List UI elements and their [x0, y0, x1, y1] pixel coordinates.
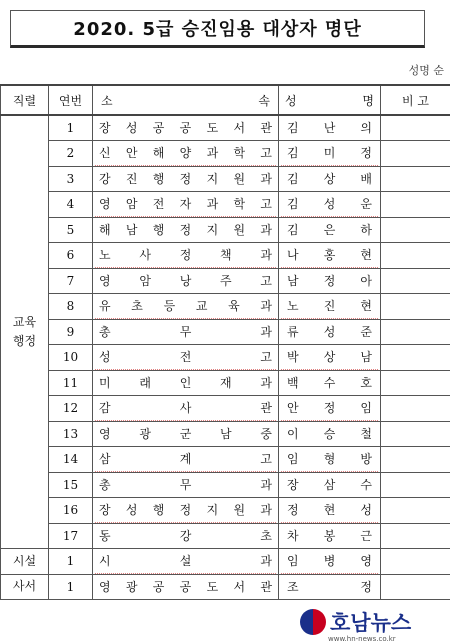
logo-mark-icon	[300, 609, 326, 635]
number-cell: 9	[49, 319, 93, 345]
name-cell	[279, 421, 381, 447]
name-char: 김	[287, 171, 299, 186]
dept-char: 초	[260, 528, 272, 543]
dept-cell	[93, 166, 279, 192]
number-cell: 1	[49, 115, 93, 141]
position-label: 교육	[12, 314, 37, 329]
dept-cell	[93, 421, 279, 447]
name-char: 현	[360, 248, 372, 263]
dept-char: 남	[220, 426, 232, 441]
header-position: 직렬	[1, 85, 49, 115]
name-char: 안	[287, 401, 299, 416]
table-row	[1, 192, 450, 218]
name-char: 영	[360, 554, 372, 569]
header-dept-right: 속	[258, 93, 270, 108]
table-row	[1, 268, 450, 294]
dept-char: 중	[260, 426, 272, 441]
name-char: 배	[360, 171, 372, 186]
promotion-table	[0, 84, 450, 600]
name-cell	[279, 141, 381, 167]
table-row	[1, 243, 450, 269]
name-char: 박	[287, 350, 299, 365]
table-body	[1, 115, 450, 600]
header-dept	[93, 85, 279, 115]
header-name-left: 성	[285, 93, 297, 108]
dept-char: 등	[163, 299, 176, 314]
dept-cell	[93, 243, 279, 269]
dept-char: 강	[99, 171, 111, 186]
dept-cell	[93, 345, 279, 371]
note-cell	[381, 498, 450, 524]
dept-char: 암	[139, 273, 151, 288]
header-dept-left: 소	[101, 93, 113, 108]
name-char: 아	[360, 273, 372, 288]
table-row	[1, 166, 450, 192]
name-char: 하	[360, 222, 372, 237]
name-char: 남	[360, 350, 372, 365]
position-label: 행정	[12, 334, 37, 348]
dept-cell	[93, 498, 279, 524]
dept-char: 자	[179, 197, 192, 212]
dept-char: 원	[233, 171, 246, 186]
number-cell: 1	[49, 549, 93, 575]
dept-char: 정	[179, 222, 192, 237]
position-cell	[1, 574, 49, 600]
note-cell	[381, 574, 450, 600]
dept-cell	[93, 141, 279, 167]
name-cell	[279, 268, 381, 294]
logo-text: 호남뉴스	[330, 610, 412, 635]
table-row	[1, 319, 450, 345]
name-cell	[279, 319, 381, 345]
table-row	[1, 345, 450, 371]
position-label: 시설	[12, 553, 37, 568]
dept-char: 서	[233, 579, 246, 594]
dept-char: 진	[125, 171, 138, 186]
dept-char: 공	[179, 579, 192, 594]
dept-cell	[93, 549, 279, 575]
position-label: 사서	[12, 579, 37, 594]
name-char: 현	[323, 503, 336, 518]
name-char: 김	[287, 121, 299, 135]
dept-char: 고	[260, 452, 272, 467]
dept-char: 과	[260, 324, 272, 339]
dept-cell	[93, 370, 279, 396]
dept-char: 교	[195, 299, 208, 314]
dept-char: 정	[179, 503, 192, 518]
dept-char: 과	[260, 554, 272, 569]
dept-char: 고	[260, 350, 272, 365]
name-char: 상	[323, 171, 336, 186]
note-cell	[381, 396, 450, 422]
name-char: 노	[287, 299, 299, 314]
name-char: 김	[287, 146, 299, 161]
dept-cell	[93, 396, 279, 422]
dept-char: 초	[131, 299, 143, 314]
name-char: 조	[287, 579, 299, 594]
dept-cell	[93, 447, 279, 473]
dept-char: 남	[125, 222, 138, 237]
dept-char: 행	[152, 222, 165, 237]
note-cell	[381, 166, 450, 192]
name-char: 임	[287, 554, 299, 569]
number-cell: 17	[49, 523, 93, 549]
note-cell	[381, 243, 450, 269]
dept-char: 과	[260, 248, 272, 263]
name-char: 성	[360, 503, 372, 518]
table-row	[1, 421, 450, 447]
note-cell	[381, 217, 450, 243]
note-cell	[381, 549, 450, 575]
dept-char: 래	[139, 375, 151, 390]
position-cell	[1, 115, 49, 549]
note-cell	[381, 421, 450, 447]
note-cell	[381, 523, 450, 549]
logo-url: www.hn-news.co.kr	[328, 635, 396, 643]
dept-char: 공	[179, 121, 192, 135]
dept-char: 관	[260, 121, 272, 135]
number-cell: 2	[49, 141, 93, 167]
dept-char: 과	[260, 477, 272, 492]
name-char: 병	[323, 554, 336, 569]
dept-cell	[93, 523, 279, 549]
name-cell	[279, 115, 381, 141]
dept-char: 과	[206, 197, 219, 212]
table-row	[1, 447, 450, 473]
note-cell	[381, 268, 450, 294]
number-cell: 8	[49, 294, 93, 320]
name-cell	[279, 370, 381, 396]
table-row	[1, 472, 450, 498]
dept-cell	[93, 217, 279, 243]
dept-char: 도	[206, 121, 219, 135]
dept-char: 정	[179, 248, 192, 263]
dept-char: 고	[260, 273, 272, 288]
name-char: 정	[287, 503, 299, 518]
header-name	[279, 85, 381, 115]
dept-char: 과	[260, 375, 272, 390]
note-cell	[381, 115, 450, 141]
dept-char: 광	[139, 426, 151, 441]
table-row	[1, 141, 450, 167]
name-char: 이	[287, 426, 299, 441]
name-cell	[279, 345, 381, 371]
dept-char: 삼	[99, 452, 111, 467]
name-char: 성	[323, 197, 336, 212]
news-logo	[300, 600, 450, 643]
dept-char: 장	[99, 503, 111, 518]
dept-char: 원	[233, 503, 246, 518]
table-row	[1, 549, 450, 575]
note-cell	[381, 345, 450, 371]
dept-char: 고	[260, 197, 272, 212]
table-header-row	[1, 85, 450, 115]
dept-char: 무	[179, 324, 192, 339]
dept-char: 군	[179, 426, 192, 441]
name-cell	[279, 243, 381, 269]
dept-char: 영	[99, 273, 111, 288]
dept-char: 과	[206, 146, 219, 161]
dept-char: 노	[99, 248, 111, 263]
name-char: 봉	[323, 528, 336, 543]
table-row	[1, 523, 450, 549]
name-cell	[279, 396, 381, 422]
name-cell	[279, 574, 381, 600]
name-char: 난	[323, 121, 336, 135]
number-cell: 5	[49, 217, 93, 243]
page-title: 2020. 5급 승진임용 대상자 명단	[73, 19, 362, 40]
name-char: 김	[287, 222, 299, 237]
name-cell	[279, 447, 381, 473]
dept-char: 사	[179, 401, 192, 416]
dept-char: 성	[125, 121, 138, 135]
table-row	[1, 370, 450, 396]
name-char: 백	[287, 375, 299, 390]
note-cell	[381, 141, 450, 167]
dept-char: 재	[220, 375, 232, 390]
note-cell	[381, 319, 450, 345]
dept-char: 주	[220, 273, 232, 288]
name-char: 임	[287, 452, 299, 467]
dept-char: 해	[152, 146, 165, 161]
note-cell	[381, 294, 450, 320]
table-row	[1, 217, 450, 243]
name-char: 진	[323, 299, 336, 314]
dept-char: 관	[260, 579, 272, 594]
dept-char: 육	[228, 299, 240, 314]
name-char: 현	[360, 299, 372, 314]
dept-cell	[93, 574, 279, 600]
name-char: 철	[360, 426, 372, 441]
dept-char: 낭	[179, 273, 192, 288]
dept-cell	[93, 115, 279, 141]
name-char: 수	[323, 375, 336, 390]
dept-char: 책	[220, 248, 232, 263]
dept-char: 장	[99, 121, 111, 135]
dept-char: 관	[260, 401, 272, 416]
position-cell	[1, 549, 49, 575]
name-char: 장	[287, 477, 299, 492]
dept-char: 성	[99, 350, 111, 365]
dept-char: 동	[99, 528, 111, 543]
dept-char: 행	[152, 171, 165, 186]
dept-char: 과	[260, 299, 272, 314]
number-cell: 14	[49, 447, 93, 473]
name-cell	[279, 192, 381, 218]
name-char: 임	[360, 401, 372, 416]
table-row	[1, 574, 450, 600]
dept-char: 서	[233, 121, 246, 135]
name-char: 정	[323, 401, 336, 416]
number-cell: 1	[49, 574, 93, 600]
dept-char: 정	[179, 171, 192, 186]
dept-char: 공	[152, 121, 165, 135]
title-box	[10, 10, 425, 48]
number-cell: 12	[49, 396, 93, 422]
name-char: 방	[360, 452, 372, 467]
header-name-right: 명	[362, 93, 374, 108]
note-cell	[381, 447, 450, 473]
number-cell: 3	[49, 166, 93, 192]
dept-char: 무	[179, 477, 192, 492]
name-cell	[279, 217, 381, 243]
dept-char: 설	[179, 554, 192, 569]
dept-char: 유	[99, 299, 111, 314]
dept-char: 지	[206, 171, 219, 186]
dept-cell	[93, 319, 279, 345]
dept-char: 미	[99, 375, 111, 390]
dept-char: 강	[179, 528, 192, 543]
dept-char: 과	[260, 222, 272, 237]
name-char: 정	[323, 273, 336, 288]
name-cell	[279, 166, 381, 192]
name-char: 의	[360, 121, 372, 135]
table-row	[1, 396, 450, 422]
name-char: 형	[323, 452, 336, 467]
dept-char: 도	[206, 579, 219, 594]
dept-char: 전	[179, 350, 192, 365]
name-char: 남	[287, 273, 299, 288]
note-cell	[381, 472, 450, 498]
dept-char: 시	[99, 554, 111, 569]
dept-char: 과	[260, 503, 272, 518]
dept-char: 신	[99, 146, 111, 161]
name-char: 나	[287, 248, 299, 263]
number-cell: 15	[49, 472, 93, 498]
number-cell: 4	[49, 192, 93, 218]
dept-char: 광	[125, 579, 138, 594]
dept-char: 총	[99, 324, 111, 339]
dept-char: 학	[233, 146, 246, 161]
name-cell	[279, 549, 381, 575]
name-char: 성	[323, 324, 336, 339]
number-cell: 11	[49, 370, 93, 396]
name-char: 류	[287, 324, 299, 339]
header-note: 비 고	[381, 85, 450, 115]
dept-char: 영	[99, 197, 111, 212]
number-cell: 6	[49, 243, 93, 269]
name-char: 승	[323, 426, 336, 441]
name-char: 정	[360, 579, 372, 594]
dept-char: 지	[206, 503, 219, 518]
dept-cell	[93, 268, 279, 294]
name-cell	[279, 523, 381, 549]
number-cell: 13	[49, 421, 93, 447]
dept-char: 영	[99, 579, 111, 594]
dept-char: 지	[206, 222, 219, 237]
dept-char: 공	[152, 579, 165, 594]
dept-char: 행	[152, 503, 165, 518]
note-cell	[381, 192, 450, 218]
name-char: 준	[360, 324, 372, 339]
table-row	[1, 498, 450, 524]
dept-char: 안	[125, 146, 138, 161]
dept-char: 학	[233, 197, 246, 212]
number-cell: 10	[49, 345, 93, 371]
name-char: 정	[360, 146, 372, 161]
dept-char: 해	[99, 222, 111, 237]
table-row	[1, 294, 450, 320]
note-cell	[381, 370, 450, 396]
dept-char: 고	[260, 146, 272, 161]
name-cell	[279, 294, 381, 320]
dept-char: 양	[179, 146, 192, 161]
dept-char: 전	[152, 197, 165, 212]
header-number: 연번	[49, 85, 93, 115]
dept-char: 암	[125, 197, 138, 212]
dept-char: 영	[99, 426, 111, 441]
order-note: 성명 순	[408, 64, 444, 77]
name-char: 근	[360, 528, 372, 543]
dept-cell	[93, 294, 279, 320]
dept-cell	[93, 192, 279, 218]
name-char: 운	[360, 197, 372, 212]
table-row	[1, 115, 450, 141]
dept-char: 성	[125, 503, 138, 518]
number-cell: 7	[49, 268, 93, 294]
name-cell	[279, 498, 381, 524]
dept-char: 감	[99, 401, 111, 416]
dept-char: 계	[179, 452, 192, 467]
number-cell: 16	[49, 498, 93, 524]
dept-char: 사	[139, 248, 151, 263]
dept-char: 원	[233, 222, 246, 237]
dept-char: 인	[179, 375, 192, 390]
name-char: 삼	[323, 477, 336, 492]
name-char: 호	[360, 375, 372, 390]
dept-char: 총	[99, 477, 111, 492]
name-char: 김	[287, 197, 299, 212]
name-cell	[279, 472, 381, 498]
name-char: 홍	[323, 248, 336, 263]
name-char: 수	[360, 477, 372, 492]
name-char: 은	[323, 222, 336, 237]
dept-char: 과	[260, 171, 272, 186]
name-char: 차	[287, 528, 299, 543]
dept-cell	[93, 472, 279, 498]
name-char: 상	[323, 350, 336, 365]
name-char: 미	[323, 146, 336, 161]
